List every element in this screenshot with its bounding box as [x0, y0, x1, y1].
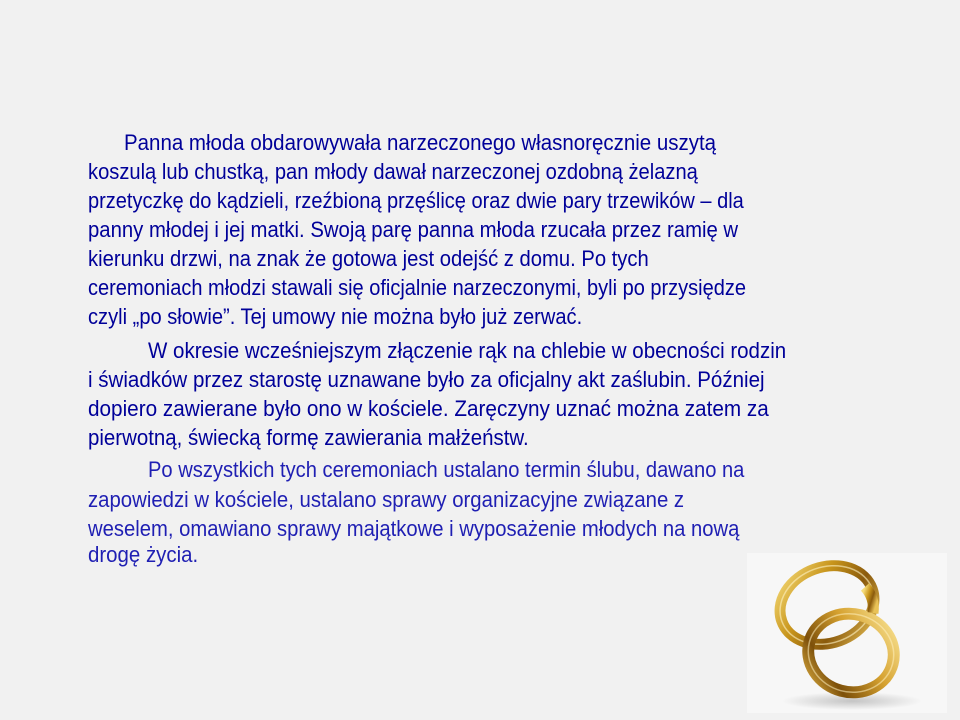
- text-line: przetyczkę do kądzieli, rzeźbioną przęślicę oraz dwie pary trzewików – dla: [88, 188, 744, 213]
- text-line: i świadków przez starostę uznawane było za oficjalny akt zaślubin. Później: [88, 367, 765, 392]
- text-line: dopiero zawierane było ono w kościele. Zaręczyny uznać można zatem za: [88, 396, 769, 421]
- wedding-rings-icon: [747, 553, 947, 713]
- wedding-rings-image: [747, 553, 947, 713]
- text-line: koszulą lub chustką, pan młody dawał narzeczonej ozdobną żelazną: [88, 159, 698, 184]
- text-line: czyli „po słowie”. Tej umowy nie można było już zerwać.: [88, 304, 583, 329]
- text-line: kierunku drzwi, na znak że gotowa jest odejść z domu. Po tych: [88, 246, 649, 271]
- text-line: Po wszystkich tych ceremoniach ustalano termin ślubu, dawano na: [148, 457, 745, 482]
- text-line: weselem, omawiano sprawy majątkowe i wyposażenie młodych na nową: [88, 516, 740, 541]
- text-line: pierwotną, świecką formę zawierania małżeństw.: [88, 425, 529, 450]
- text-line: panny młodej i jej matki. Swoją parę panna młoda rzucała przez ramię w: [88, 217, 739, 242]
- text-line: drogę życia.: [88, 542, 199, 567]
- text-line: ceremoniach młodzi stawali się oficjalnie narzeczonymi, byli po przysiędze: [88, 275, 747, 300]
- text-line: Panna młoda obdarowywała narzeczonego własnoręcznie uszytą: [124, 130, 717, 155]
- text-line: zapowiedzi w kościele, ustalano sprawy organizacyjne związane z: [88, 487, 685, 512]
- text-line: W okresie wcześniejszym złączenie rąk na chlebie w obecności rodzin: [148, 338, 787, 363]
